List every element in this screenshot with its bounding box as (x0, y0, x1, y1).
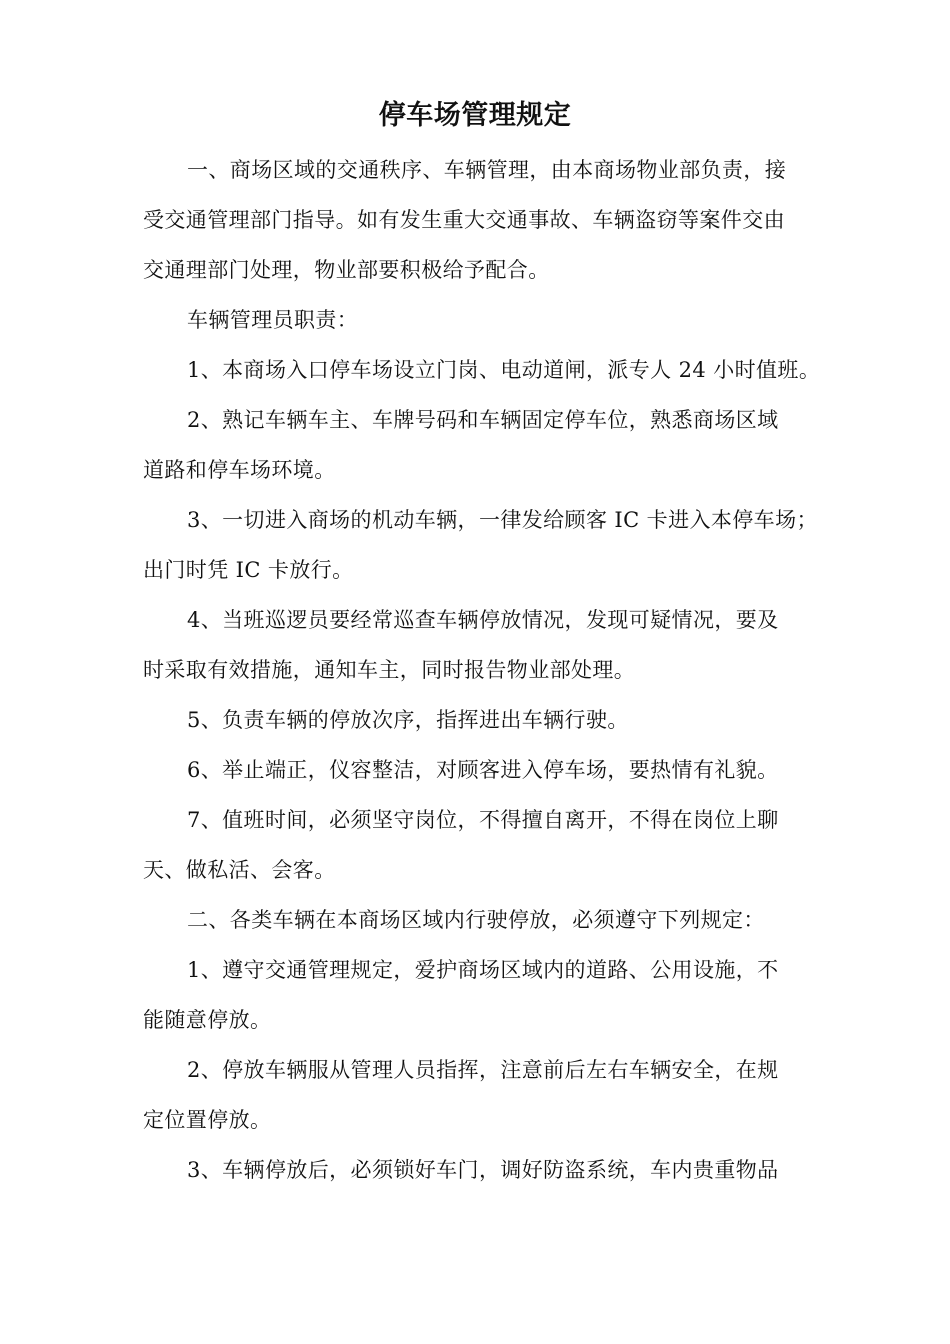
paragraph-line: 4、当班巡逻员要经常巡查车辆停放情况，发现可疑情况，要及 (187, 608, 779, 632)
section-heading: 二、各类车辆在本商场区域内行驶停放，必须遵守下列规定： (187, 908, 765, 932)
paragraph-line: 出门时凭 IC 卡放行。 (143, 558, 354, 582)
document-title: 停车场管理规定 (378, 100, 572, 131)
section-heading: 车辆管理员职责： (187, 308, 359, 332)
paragraph-line: 天、做私活、会客。 (143, 858, 336, 882)
paragraph-line: 1、本商场入口停车场设立门岗、电动道闸，派专人 24 小时值班。 (187, 358, 821, 382)
paragraph-line: 能随意停放。 (143, 1008, 272, 1032)
paragraph-line: 2、熟记车辆车主、车牌号码和车辆固定停车位，熟悉商场区域 (187, 408, 779, 432)
paragraph-line: 5、负责车辆的停放次序，指挥进出车辆行驶。 (187, 708, 629, 732)
paragraph-line: 道路和停车场环境。 (143, 458, 336, 482)
paragraph-line: 2、停放车辆服从管理人员指挥，注意前后左右车辆安全，在规 (187, 1058, 779, 1082)
paragraph-line: 交通理部门处理，物业部要积极给予配合。 (143, 258, 550, 282)
paragraph-line: 1、遵守交通管理规定，爱护商场区域内的道路、公用设施，不 (187, 958, 779, 982)
paragraph-line: 3、一切进入商场的机动车辆，一律发给顾客 IC 卡进入本停车场； (187, 508, 818, 532)
paragraph-line: 受交通管理部门指导。如有发生重大交通事故、车辆盗窃等案件交由 (143, 208, 785, 232)
paragraph-line: 7、值班时间，必须坚守岗位，不得擅自离开，不得在岗位上聊 (187, 808, 779, 832)
paragraph-line: 时采取有效措施，通知车主，同时报告物业部处理。 (143, 658, 636, 682)
paragraph-line: 一、商场区域的交通秩序、车辆管理，由本商场物业部负责，接 (187, 158, 787, 182)
paragraph-line: 3、车辆停放后，必须锁好车门，调好防盗系统，车内贵重物品 (187, 1158, 779, 1182)
paragraph-line: 6、举止端正，仪容整洁，对顾客进入停车场，要热情有礼貌。 (187, 758, 779, 782)
paragraph-line: 定位置停放。 (143, 1108, 272, 1132)
